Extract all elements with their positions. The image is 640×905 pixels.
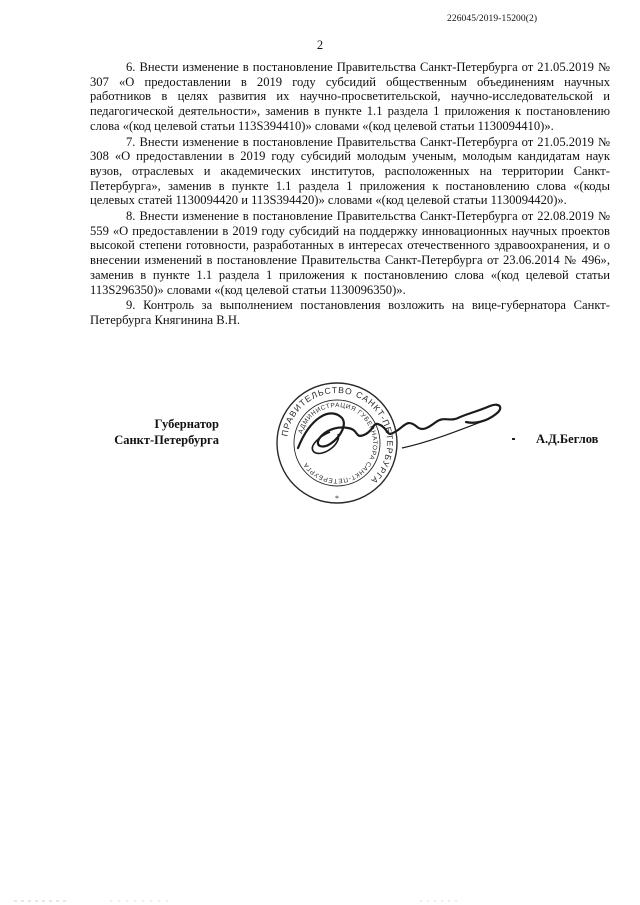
svg-text:*: * (335, 494, 339, 503)
paragraph-8: 8. Внести изменение в постановление Правительства Санкт-Петербурга от 22.08.2019 № 559 «О предоставлении в 2019 году субсидий на поддержку инновационных научных проектов высокой степени готовности, разработанных в интересах отечественного здравоохранения, и о внесении изменений в постановление Правительства Санкт-Петербурга от 23.06.2014 № 496», заменив в пункте 1.1 раздела 1 приложения к постановлению слова «(код целевой статьи 113S296350)» словами «(код целевой статьи 1130096350)». (90, 209, 610, 297)
paragraph-9: 9. Контроль за выполнением постановления возложить на вице-губернатора Санкт-Петербурга Княгинина В.Н. (90, 298, 610, 327)
signatory-title-line2: Санкт-Петербурга (114, 433, 219, 447)
signatory-title-line1: Губернатор (154, 417, 219, 431)
scan-edge-marks (0, 895, 640, 905)
page-number: 2 (316, 38, 324, 52)
svg-text:ПРАВИТЕЛЬСТВО САНКТ-ПЕТЕРБУРГА: ПРАВИТЕЛЬСТВО САНКТ-ПЕТЕРБУРГА (279, 384, 396, 487)
document-body (90, 60, 610, 329)
document-number: 226045/2019-15200(2) (447, 14, 538, 24)
handwritten-signature (290, 388, 530, 468)
signatory-name: А.Д.Беглов (536, 432, 599, 446)
ink-dot (512, 438, 515, 440)
signatory-title (104, 416, 219, 448)
paragraph-6: 6. Внести изменение в постановление Правительства Санкт-Петербурга от 21.05.2019 № 307 «О предоставлении в 2019 году субсидий общественным объединениям научных работников в целях развития их научно-просветительской, научно-исследовательской и педагогической деятельности», заменив в пункте 1.1 раздела 1 приложения к постановлению слова «(код целевой статьи 113S394410)» словами «(код целевой статьи 1130094410)». (90, 60, 610, 133)
svg-text:АДМИНИСТРАЦИЯ ГУБЕРНАТОРА САНК: АДМИНИСТРАЦИЯ ГУБЕРНАТОРА САНКТ-ПЕТЕРБУРГА (297, 401, 379, 485)
paragraph-7: 7. Внести изменение в постановление Правительства Санкт-Петербурга от 21.05.2019 № 308 «О предоставлении в 2019 году субсидий молодым ученым, молодым кандидатам наук вузов, отраслевых и академических институтов, расположенных на территории Санкт-Петербурга», заменив в пункте 1.1 раздела 1 приложения к постановлению слова «(коды целевых статей 1130094420 и 113S394420)» словами «(код целевой статьи 1130094420)». (90, 134, 610, 208)
